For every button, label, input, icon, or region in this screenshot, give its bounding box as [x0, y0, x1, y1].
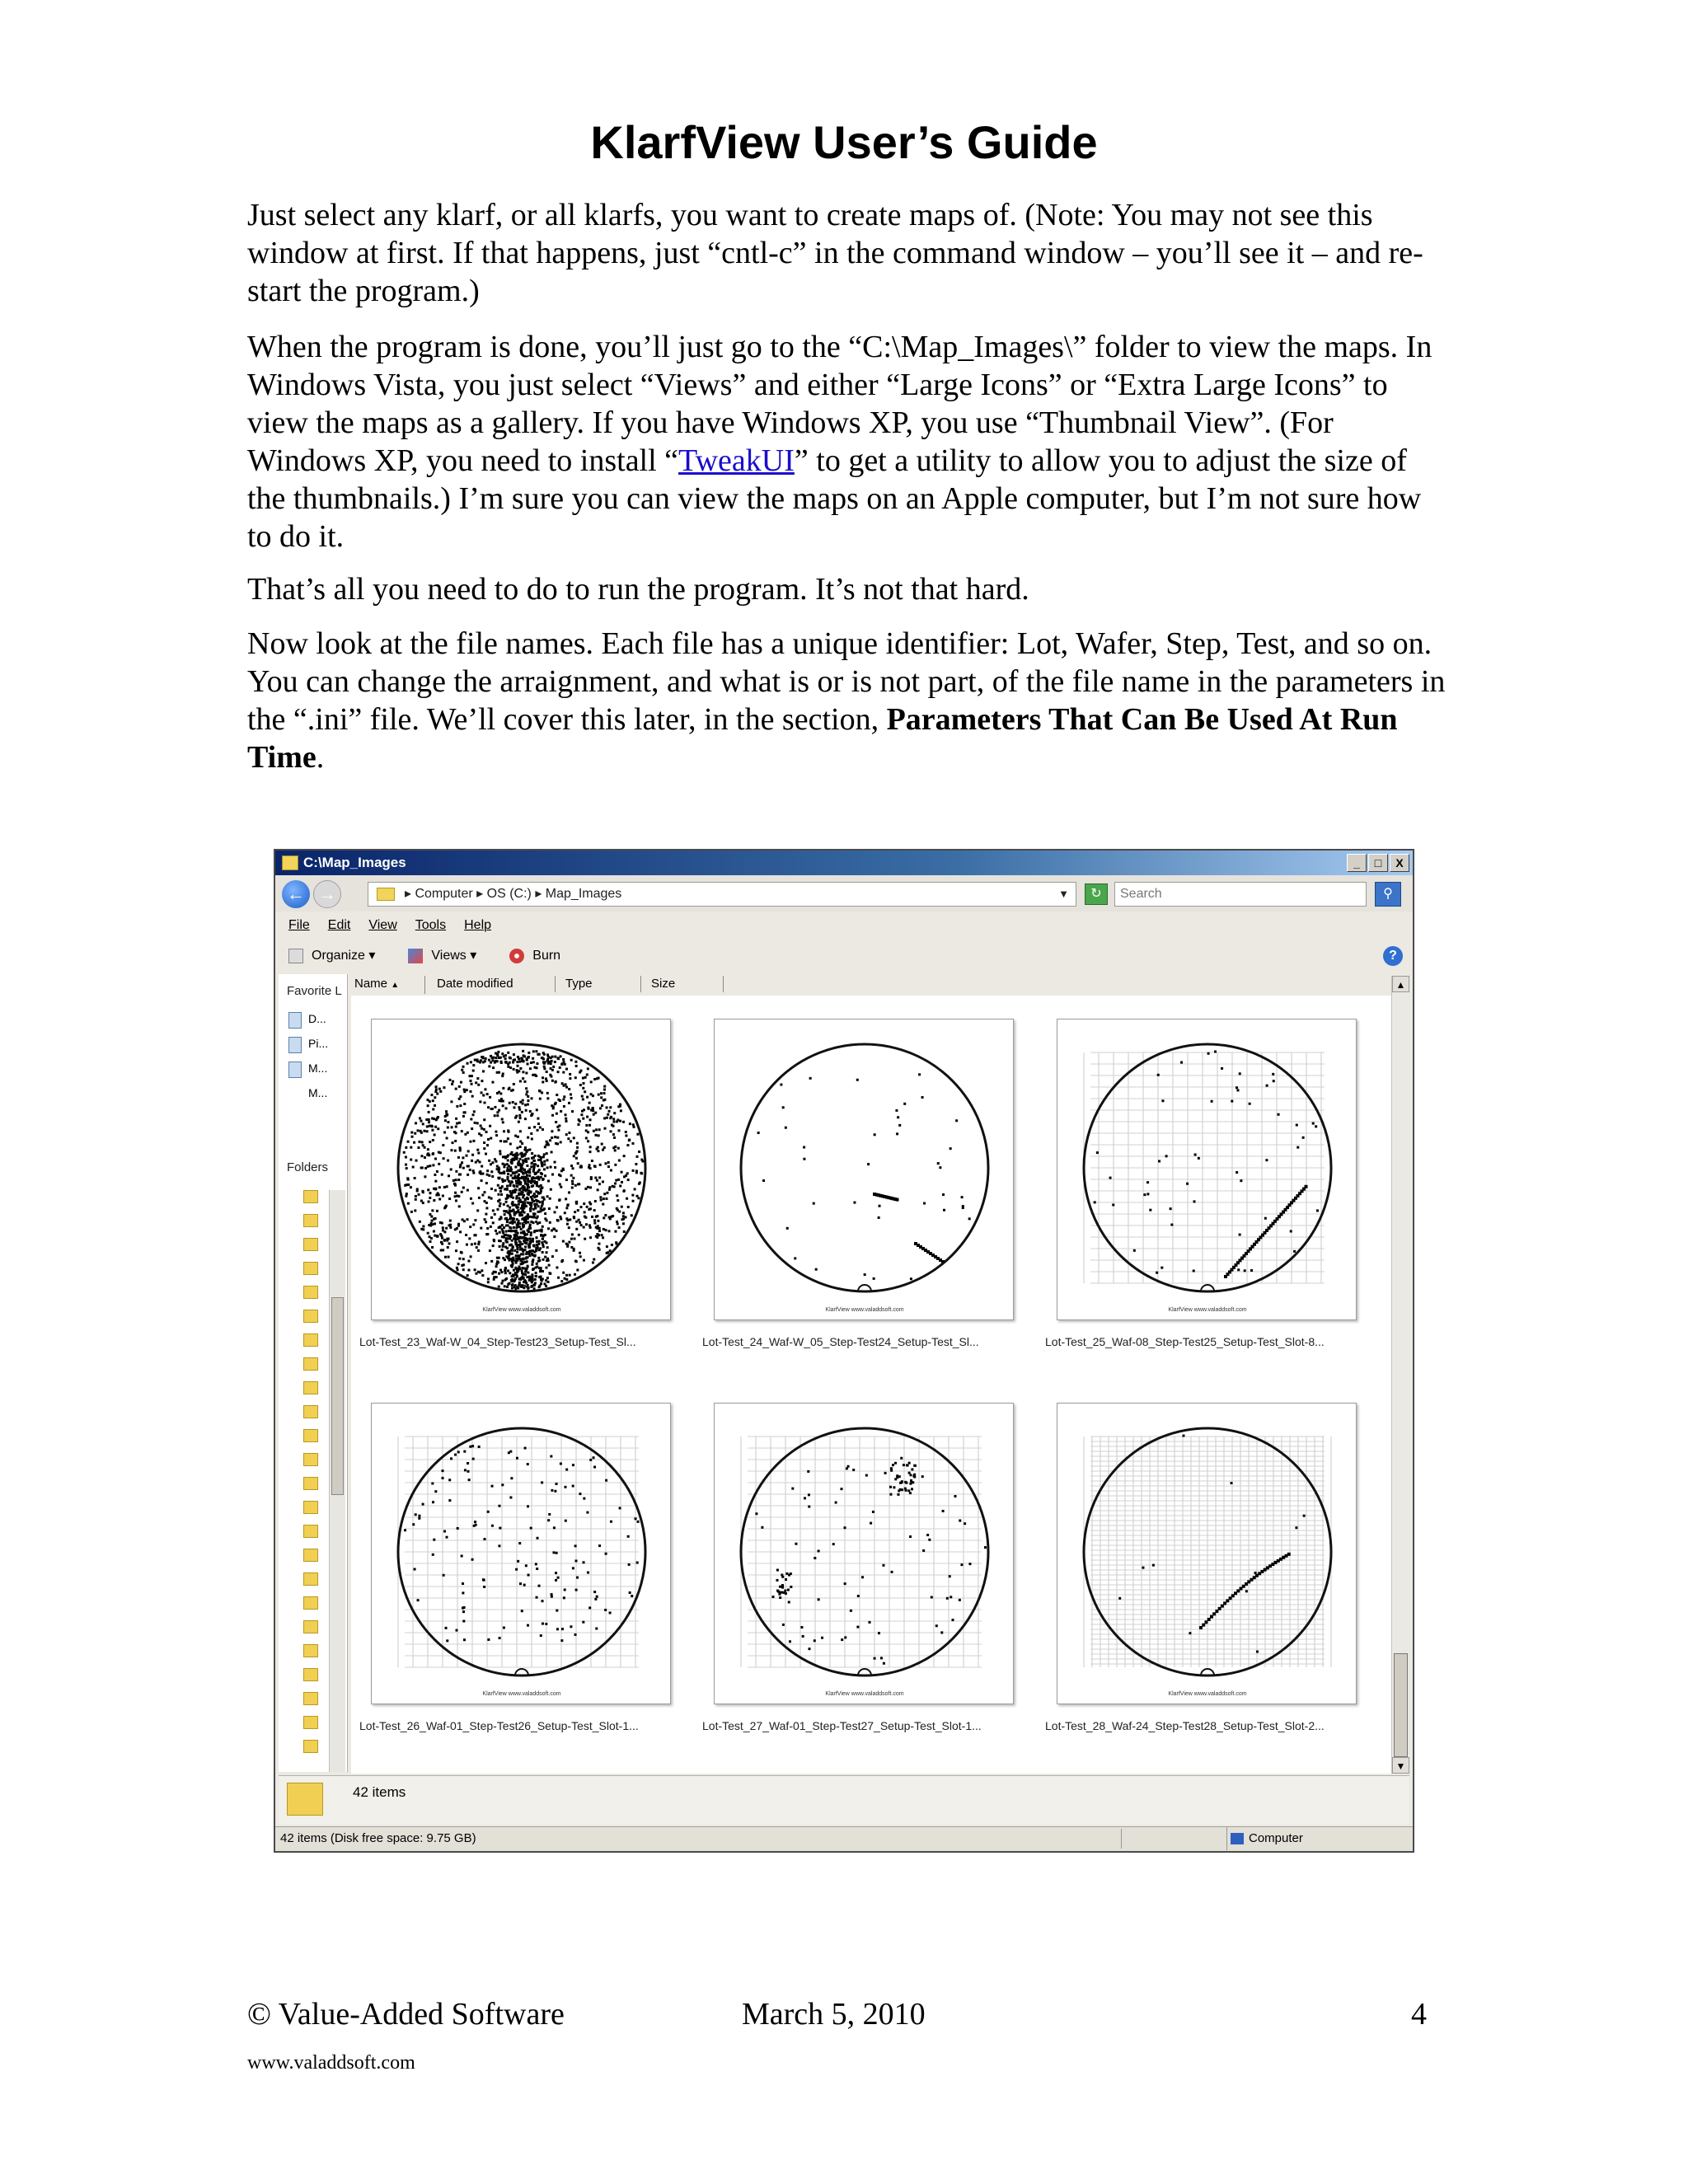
file-name-label[interactable]: Lot-Test_26_Waf-01_Step-Test26_Setup-Test_Slot-1... — [359, 1719, 639, 1732]
menu-tools[interactable]: Tools — [415, 918, 447, 932]
burn-button[interactable] — [509, 940, 560, 972]
wafer-map-image — [372, 1404, 672, 1705]
die-grid — [1084, 1436, 1331, 1667]
file-name-label[interactable]: Lot-Test_25_Waf-08_Step-Test25_Setup-Test_Slot-8... — [1045, 1335, 1325, 1348]
favorite-link-more[interactable] — [288, 1086, 327, 1099]
views-button[interactable] — [408, 940, 476, 972]
defect-points — [755, 1457, 987, 1665]
status-location — [1226, 1827, 1303, 1850]
search-input[interactable]: Search — [1114, 882, 1367, 907]
paragraph-view-maps-text-a: When the program is done, you’ll just go to the “C:\Map_Images\” folder to view the maps. In Windows Vista, you just select “Views” and either “Large Icons” or “Extra Large Icons” to view the maps as a gallery. If you have Windows XP, you use “Thumbnail View”. (For Windows XP, you need to install “ — [247, 330, 1432, 478]
folder-icon[interactable] — [303, 1501, 318, 1514]
folder-icon[interactable] — [303, 1716, 318, 1729]
folder-icon — [282, 855, 298, 870]
map-footer-text: KlarfView www.valaddsoft.com — [1168, 1691, 1247, 1697]
address-path: ▸ Computer ▸ OS (C:) ▸ Map_Images — [405, 887, 622, 901]
folder-icon[interactable] — [303, 1549, 318, 1562]
burn-label: Burn — [532, 949, 561, 963]
column-header-row — [351, 976, 1393, 994]
picture-icon — [288, 1037, 302, 1053]
wafer-outline — [741, 1044, 988, 1291]
die-grid — [1084, 1052, 1325, 1283]
defect-points — [1094, 1051, 1319, 1278]
folder-icon[interactable] — [303, 1429, 318, 1442]
views-label: Views ▾ — [431, 949, 477, 963]
file-name-label[interactable]: Lot-Test_28_Waf-24_Step-Test28_Setup-Test_Slot-2... — [1045, 1719, 1325, 1732]
status-disk-space: 42 items (Disk free space: 9.75 GB) — [280, 1831, 476, 1845]
back-button[interactable]: ← — [282, 880, 310, 908]
paragraph-file-names-end: . — [316, 740, 325, 775]
folder-icon — [287, 1783, 323, 1816]
file-view-scrollbar[interactable] — [1391, 976, 1409, 1774]
folder-icon[interactable] — [303, 1572, 318, 1586]
map-footer-text: KlarfView www.valaddsoft.com — [825, 1691, 904, 1697]
computer-icon — [1231, 1833, 1244, 1844]
favorite-link-label: M... — [308, 1062, 328, 1075]
defect-points — [403, 1050, 645, 1290]
paragraph-file-names — [247, 625, 1451, 776]
folder-icon[interactable] — [303, 1453, 318, 1466]
window-title: C:\Map_Images — [303, 855, 406, 870]
paragraph-file-names-text: Now look at the file names. Each file has a unique identifier: Lot, Wafer, Step, Test, and so on. You can change the arraignment, and what is or is not part, of the file name in the parameters in the “.ini” file. We’ll cover this later, in the section, — [247, 626, 1446, 737]
wafer-map-thumbnail[interactable] — [371, 1019, 671, 1320]
menu-view[interactable]: View — [368, 918, 397, 932]
paragraph-view-maps-text-b: ” to get a utility to allow you to adjust the size of the thumbnails.) I’m sure you can view the maps on an Apple computer, but I’m not sure how to do it. — [247, 443, 1422, 554]
column-header-size[interactable]: Size — [648, 976, 724, 992]
folder-icon[interactable] — [303, 1525, 318, 1538]
address-bar-row — [275, 875, 1413, 912]
footer-url: www.valaddsoft.com — [247, 2052, 415, 2074]
folder-icon[interactable] — [303, 1190, 318, 1203]
views-icon — [408, 949, 423, 963]
favorite-link-label: D... — [308, 1012, 326, 1025]
folders-label: Folders — [287, 1160, 329, 1174]
folder-tree-scrollbar[interactable] — [329, 1190, 345, 1772]
item-count: 42 items — [353, 1784, 406, 1800]
footer-copyright: © Value-Added Software — [247, 1997, 565, 2032]
page-number: 4 — [1411, 1997, 1427, 2032]
search-icon[interactable]: ⚲ — [1375, 882, 1401, 907]
column-header-type[interactable]: Type — [562, 976, 641, 992]
defect-points — [1118, 1435, 1305, 1653]
favorite-links-label: Favorite L — [287, 984, 342, 998]
close-button[interactable]: X — [1390, 854, 1409, 872]
burn-icon — [509, 949, 524, 963]
folder-icon[interactable] — [303, 1596, 318, 1610]
file-name-label[interactable]: Lot-Test_24_Waf-W_05_Step-Test24_Setup-Test_Sl... — [702, 1335, 979, 1348]
favorite-link-label: Pi... — [308, 1037, 329, 1050]
wafer-map-thumbnail[interactable] — [1057, 1019, 1357, 1320]
paragraph-select-klarfs: Just select any klarf, or all klarfs, you want to create maps of. (Note: You may not see this window at first. If that happens, just “cntl-c” in the command window – you’ll see it – and re-start the program.) — [247, 198, 1423, 308]
folder-icon[interactable] — [303, 1262, 318, 1275]
file-name-label[interactable]: Lot-Test_27_Waf-01_Step-Test27_Setup-Test_Slot-1... — [702, 1719, 982, 1732]
help-icon[interactable]: ? — [1383, 946, 1403, 966]
die-grid — [398, 1436, 639, 1667]
command-bar — [275, 940, 1413, 972]
wafer-map-thumbnail[interactable] — [714, 1403, 1014, 1704]
scrollbar-thumb[interactable] — [331, 1297, 344, 1495]
map-footer-text: KlarfView www.valaddsoft.com — [1168, 1307, 1247, 1313]
wafer-map-image — [1057, 1019, 1357, 1321]
document-title: KlarfView User’s Guide — [590, 116, 1098, 168]
folder-icon[interactable] — [303, 1310, 318, 1323]
chevron-down-icon[interactable]: ▼ — [1058, 888, 1069, 900]
navigation-pane — [279, 974, 348, 1772]
music-icon — [288, 1062, 302, 1078]
wafer-map-image — [1057, 1404, 1357, 1705]
folder-icon[interactable] — [303, 1477, 318, 1490]
scrollbar-thumb[interactable] — [1394, 1653, 1408, 1757]
folder-icon[interactable] — [303, 1286, 318, 1299]
organize-label: Organize ▾ — [312, 949, 376, 963]
favorite-link-pictures[interactable] — [288, 1037, 328, 1050]
folder-icon[interactable] — [303, 1405, 318, 1418]
folder-icon[interactable] — [303, 1668, 318, 1681]
menu-help[interactable]: Help — [464, 918, 492, 932]
map-footer-text: KlarfView www.valaddsoft.com — [482, 1307, 561, 1313]
map-footer-text: KlarfView www.valaddsoft.com — [825, 1307, 904, 1313]
menu-edit[interactable]: Edit — [327, 918, 351, 932]
wafer-map-image — [715, 1404, 1015, 1705]
status-location-label: Computer — [1249, 1831, 1303, 1845]
section-reference: Parameters That Can Be Used At Run Time — [247, 702, 1398, 775]
tweakui-link[interactable]: TweakUI — [678, 443, 795, 478]
paragraph-run-program: That’s all you need to do to run the program. It’s not that hard. — [247, 572, 1029, 607]
paragraph-view-maps — [247, 328, 1451, 555]
wafer-map-thumbnail[interactable] — [714, 1019, 1014, 1320]
menu-file[interactable]: File — [288, 918, 310, 932]
map-footer-text: KlarfView www.valaddsoft.com — [482, 1691, 561, 1697]
folder-icon[interactable] — [303, 1238, 318, 1251]
folder-icon[interactable] — [303, 1740, 318, 1753]
defect-points — [757, 1073, 971, 1280]
wafer-map-thumbnail[interactable] — [1057, 1403, 1357, 1704]
column-header-name[interactable] — [351, 976, 425, 994]
column-header-date-modified[interactable]: Date modified — [434, 976, 556, 992]
folder-icon[interactable] — [303, 1357, 318, 1371]
address-input[interactable] — [368, 882, 1076, 907]
status-bar — [275, 1826, 1413, 1851]
window-titlebar[interactable] — [275, 851, 1413, 875]
favorite-link-music[interactable] — [288, 1062, 327, 1075]
menu-bar — [275, 913, 1413, 938]
die-grid — [741, 1436, 982, 1667]
folder-icon[interactable] — [303, 1381, 318, 1394]
wafer-map-image — [372, 1019, 672, 1321]
folder-tree[interactable] — [303, 1190, 321, 1764]
status-divider — [1121, 1829, 1122, 1849]
scroll-up-button[interactable]: ▲ — [1392, 976, 1409, 992]
folder-icon[interactable] — [303, 1620, 318, 1633]
footer-date: March 5, 2010 — [742, 1997, 926, 2032]
folder-icon[interactable] — [303, 1644, 318, 1657]
wafer-map-image — [715, 1019, 1015, 1321]
defect-points — [404, 1445, 640, 1642]
sort-ascending-icon: ▲ — [391, 981, 400, 990]
file-name-label[interactable]: Lot-Test_23_Waf-W_04_Step-Test23_Setup-Test_Sl... — [359, 1335, 636, 1348]
file-view — [351, 996, 1393, 1774]
organize-icon — [288, 949, 303, 963]
favorite-link-documents[interactable] — [288, 1012, 326, 1025]
document-icon — [288, 1012, 302, 1029]
maximize-button[interactable]: □ — [1368, 854, 1388, 872]
organize-button[interactable] — [288, 940, 375, 972]
column-header-name-label: Name — [354, 977, 388, 991]
refresh-button[interactable]: ↻ — [1085, 883, 1108, 905]
explorer-window — [274, 849, 1414, 1853]
folder-icon — [377, 888, 395, 901]
minimize-button[interactable]: _ — [1347, 854, 1367, 872]
wafer-map-thumbnail[interactable] — [371, 1403, 671, 1704]
folder-icon[interactable] — [303, 1692, 318, 1705]
favorite-link-label: M... — [308, 1086, 328, 1099]
folder-icon[interactable] — [303, 1214, 318, 1227]
scroll-down-button[interactable]: ▼ — [1392, 1757, 1409, 1774]
folder-icon[interactable] — [303, 1333, 318, 1347]
details-pane — [279, 1775, 1409, 1825]
forward-button[interactable]: → — [313, 880, 341, 908]
